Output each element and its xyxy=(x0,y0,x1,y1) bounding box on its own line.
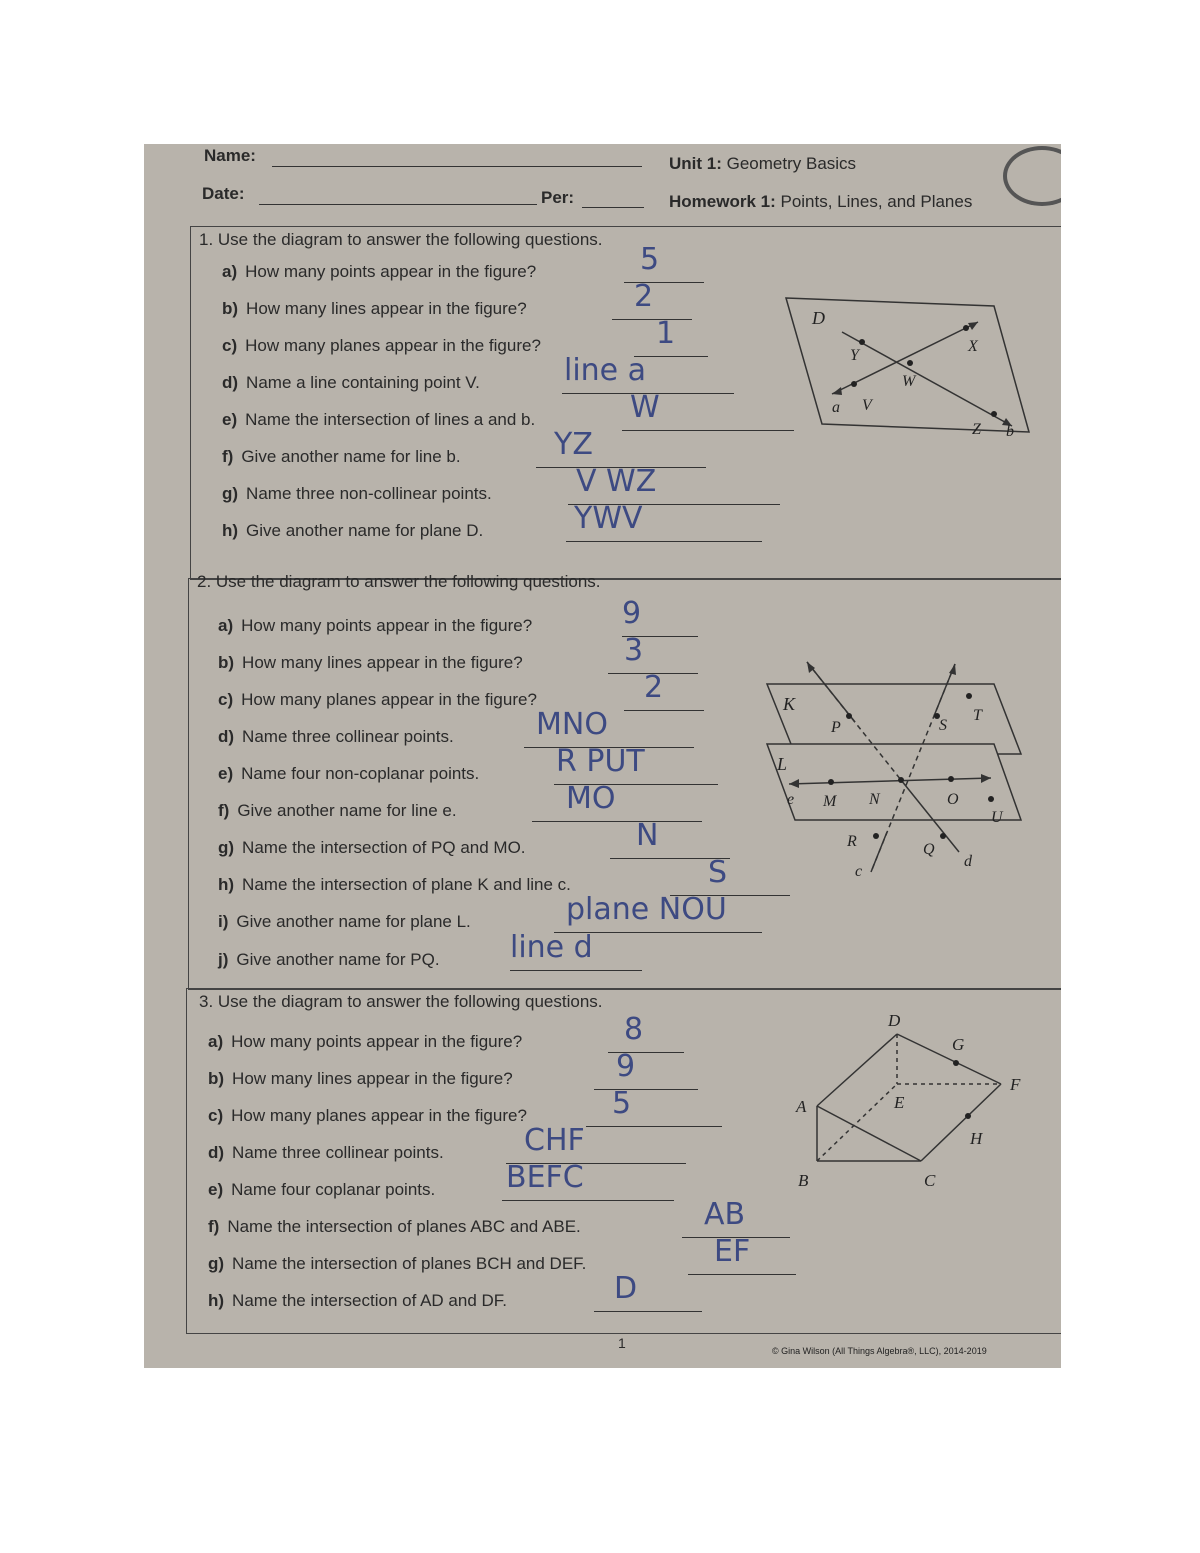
handwritten-answer[interactable]: 2 xyxy=(634,279,654,314)
name-line[interactable] xyxy=(272,166,642,167)
svg-text:S: S xyxy=(939,717,947,734)
question-row xyxy=(218,764,479,784)
question-row xyxy=(218,838,526,858)
question-label: d) xyxy=(222,373,239,392)
question-text: Name the intersection of planes BCH and DEF. xyxy=(232,1254,587,1273)
point-g xyxy=(953,1060,959,1066)
date-line[interactable] xyxy=(259,204,537,205)
svg-text:L: L xyxy=(777,754,788,774)
svg-text:D: D xyxy=(888,1011,901,1030)
copyright: © Gina Wilson (All Things Algebra®, LLC), 2014-2019 xyxy=(772,1346,987,1356)
handwritten-answer[interactable]: YWV xyxy=(574,501,643,536)
answer-line[interactable] xyxy=(586,1126,722,1127)
question-row xyxy=(218,690,537,710)
page-number: 1 xyxy=(618,1335,626,1351)
question-label: b) xyxy=(218,653,235,672)
answer-line[interactable] xyxy=(510,970,642,971)
question-row xyxy=(208,1143,444,1163)
answer-line[interactable] xyxy=(622,430,794,431)
svg-text:N: N xyxy=(869,791,880,808)
question-text: How many planes appear in the figure? xyxy=(241,690,537,709)
question-text: How many points appear in the figure? xyxy=(241,616,533,635)
question-row xyxy=(208,1180,435,1200)
point-p xyxy=(846,713,852,719)
point-o xyxy=(948,776,954,782)
handwritten-answer[interactable]: 5 xyxy=(612,1086,632,1121)
question-row xyxy=(222,336,541,356)
edge-dg xyxy=(897,1034,1001,1084)
question-text: How many points appear in the figure? xyxy=(245,262,537,281)
answer-line[interactable] xyxy=(594,1089,698,1090)
diagram-2 xyxy=(759,654,1029,879)
question-text: Give another name for plane L. xyxy=(236,912,471,931)
question-row xyxy=(222,373,480,393)
handwritten-answer[interactable]: 1 xyxy=(656,316,676,351)
handwritten-answer[interactable]: 2 xyxy=(644,670,664,705)
handwritten-answer[interactable]: 8 xyxy=(624,1012,644,1047)
answer-line[interactable] xyxy=(594,1311,702,1312)
handwritten-answer[interactable]: MNO xyxy=(536,707,608,742)
handwritten-answer[interactable]: S xyxy=(708,855,728,890)
handwritten-answer[interactable]: EF xyxy=(714,1234,751,1269)
question-row xyxy=(208,1254,586,1274)
svg-text:P: P xyxy=(831,719,841,736)
question-label: h) xyxy=(208,1291,225,1310)
homework-text: Points, Lines, and Planes xyxy=(780,192,973,211)
question-row xyxy=(218,727,454,747)
handwritten-answer[interactable]: YZ xyxy=(554,427,593,462)
question-text: How many lines appear in the figure? xyxy=(242,653,523,672)
svg-text:U: U xyxy=(991,809,1003,826)
edge-ad xyxy=(817,1034,897,1106)
question-text: Name the intersection of plane K and line c. xyxy=(242,875,571,894)
question-label: i) xyxy=(218,912,229,931)
question-row xyxy=(208,1106,527,1126)
question-text: Name four non-coplanar points. xyxy=(241,764,480,783)
edge-cf xyxy=(921,1084,1001,1161)
question-row xyxy=(208,1291,507,1311)
svg-text:B: B xyxy=(798,1171,809,1190)
question-row xyxy=(218,616,532,636)
handwritten-answer[interactable]: 3 xyxy=(624,633,644,668)
point-y xyxy=(859,339,865,345)
question-label: g) xyxy=(218,838,235,857)
label-plane-d: D xyxy=(812,308,825,328)
question-row xyxy=(222,484,492,504)
svg-text:G: G xyxy=(952,1035,965,1054)
question-text: Name the intersection of AD and DF. xyxy=(232,1291,508,1310)
handwritten-answer[interactable]: line d xyxy=(510,930,593,965)
question-text: Give another name for line b. xyxy=(241,447,461,466)
question-label: e) xyxy=(208,1180,224,1199)
section-2-title: 2. Use the diagram to answer the following questions. xyxy=(197,572,601,591)
svg-text:R: R xyxy=(847,833,857,850)
svg-text:a: a xyxy=(832,399,840,416)
svg-text:F: F xyxy=(1010,1075,1021,1094)
question-row xyxy=(218,912,471,932)
name-label: Name: xyxy=(204,146,256,165)
answer-line[interactable] xyxy=(566,541,762,542)
handwritten-answer[interactable]: 9 xyxy=(616,1049,636,1084)
point-z xyxy=(991,411,997,417)
question-text: How many lines appear in the figure? xyxy=(246,299,527,318)
question-row xyxy=(208,1032,522,1052)
question-row xyxy=(208,1217,581,1237)
question-text: Name a line containing point V. xyxy=(246,373,480,392)
question-row xyxy=(222,447,461,467)
handwritten-answer[interactable]: MO xyxy=(566,781,616,816)
question-label: b) xyxy=(208,1069,225,1088)
svg-text:A: A xyxy=(796,1097,807,1116)
question-label: h) xyxy=(218,875,235,894)
worksheet xyxy=(144,144,1061,1368)
point-t xyxy=(966,693,972,699)
homework-bold: Homework 1: xyxy=(669,192,776,211)
question-text: Name three non-collinear points. xyxy=(246,484,492,503)
question-text: Give another name for PQ. xyxy=(236,950,440,969)
svg-text:Q: Q xyxy=(923,841,935,858)
question-text: Name four coplanar points. xyxy=(231,1180,436,1199)
question-row xyxy=(222,410,535,430)
svg-text:c: c xyxy=(855,863,863,879)
per-label: Per: xyxy=(541,188,575,207)
question-text: How many planes appear in the figure? xyxy=(231,1106,527,1125)
question-row xyxy=(218,950,440,970)
edge-ac xyxy=(817,1106,921,1161)
answer-line[interactable] xyxy=(532,821,702,822)
unit-bold: Unit 1: xyxy=(669,154,722,173)
question-text: Give another name for line e. xyxy=(237,801,457,820)
svg-text:O: O xyxy=(947,791,959,808)
handwritten-answer[interactable]: D xyxy=(614,1271,638,1306)
handwritten-answer[interactable]: line a xyxy=(564,353,647,388)
question-label: g) xyxy=(222,484,239,503)
svg-text:C: C xyxy=(924,1171,936,1190)
svg-text:M: M xyxy=(823,793,837,810)
handwritten-answer[interactable]: AB xyxy=(704,1197,746,1232)
section-3-title: 3. Use the diagram to answer the following questions. xyxy=(199,992,603,1011)
svg-text:W: W xyxy=(902,373,916,390)
question-label: f) xyxy=(208,1217,220,1236)
handwritten-answer[interactable]: CHF xyxy=(524,1123,585,1158)
svg-text:H: H xyxy=(970,1129,983,1148)
svg-text:Y: Y xyxy=(850,347,859,364)
handwritten-answer[interactable]: W xyxy=(630,390,660,425)
question-row xyxy=(222,299,527,319)
point-h xyxy=(965,1113,971,1119)
svg-text:b: b xyxy=(1006,423,1014,439)
point-v xyxy=(851,381,857,387)
question-label: c) xyxy=(222,336,238,355)
section-1-title: 1. Use the diagram to answer the following questions. xyxy=(199,230,603,249)
question-text: Name three collinear points. xyxy=(242,727,454,746)
point-x xyxy=(963,325,969,331)
line-c-lower xyxy=(871,832,887,872)
question-row xyxy=(218,875,571,895)
svg-text:Z: Z xyxy=(972,421,981,438)
point-m xyxy=(828,779,834,785)
handwritten-answer[interactable]: R PUT xyxy=(556,744,645,779)
question-label: h) xyxy=(222,521,239,540)
unit-text: Geometry Basics xyxy=(726,154,857,173)
svg-text:e: e xyxy=(787,791,795,808)
handwritten-answer[interactable]: V WZ xyxy=(576,464,657,499)
unit-title xyxy=(669,154,856,174)
question-label: e) xyxy=(218,764,234,783)
question-row xyxy=(208,1069,513,1089)
point-q xyxy=(940,833,946,839)
svg-text:E: E xyxy=(894,1093,905,1112)
question-text: Name the intersection of PQ and MO. xyxy=(242,838,526,857)
svg-text:X: X xyxy=(968,338,978,355)
answer-line[interactable] xyxy=(612,319,692,320)
question-row xyxy=(218,653,523,673)
question-text: Name the intersection of lines a and b. xyxy=(245,410,536,429)
question-label: a) xyxy=(222,262,238,281)
question-label: d) xyxy=(208,1143,225,1162)
diagram-3 xyxy=(784,1004,1034,1199)
diagram-1 xyxy=(774,294,1034,439)
question-label: c) xyxy=(208,1106,224,1125)
point-r xyxy=(873,833,879,839)
question-label: g) xyxy=(208,1254,225,1273)
question-text: Give another name for plane D. xyxy=(246,521,484,540)
question-row xyxy=(222,521,483,541)
date-label: Date: xyxy=(202,184,245,203)
question-text: Name the intersection of planes ABC and ABE. xyxy=(227,1217,581,1236)
handwritten-answer[interactable]: 9 xyxy=(622,596,642,631)
line-pq xyxy=(807,662,855,722)
handwritten-answer[interactable]: 5 xyxy=(640,242,660,277)
answer-line[interactable] xyxy=(502,1200,674,1201)
question-label: f) xyxy=(218,801,230,820)
question-row xyxy=(218,801,457,821)
svg-text:T: T xyxy=(973,707,982,724)
question-text: How many planes appear in the figure? xyxy=(245,336,541,355)
handwritten-answer[interactable]: N xyxy=(636,818,659,853)
point-n xyxy=(898,777,904,783)
per-line[interactable] xyxy=(582,207,644,208)
question-label: e) xyxy=(222,410,238,429)
question-text: How many points appear in the figure? xyxy=(231,1032,523,1051)
point-w xyxy=(907,360,913,366)
logo-mark xyxy=(1003,146,1061,206)
svg-text:K: K xyxy=(783,694,796,714)
question-label: a) xyxy=(208,1032,224,1051)
svg-text:V: V xyxy=(862,397,872,414)
question-label: f) xyxy=(222,447,234,466)
question-label: a) xyxy=(218,616,234,635)
point-u xyxy=(988,796,994,802)
homework-title xyxy=(669,192,972,212)
question-label: b) xyxy=(222,299,239,318)
svg-text:d: d xyxy=(964,853,972,870)
question-row xyxy=(222,262,536,282)
handwritten-answer[interactable]: BEFC xyxy=(506,1160,584,1195)
question-text: How many lines appear in the figure? xyxy=(232,1069,513,1088)
answer-line[interactable] xyxy=(688,1274,796,1275)
handwritten-answer[interactable]: plane NOU xyxy=(566,892,727,927)
question-label: c) xyxy=(218,690,234,709)
answer-line[interactable] xyxy=(624,710,704,711)
question-text: Name three collinear points. xyxy=(232,1143,444,1162)
question-label: d) xyxy=(218,727,235,746)
question-label: j) xyxy=(218,950,229,969)
